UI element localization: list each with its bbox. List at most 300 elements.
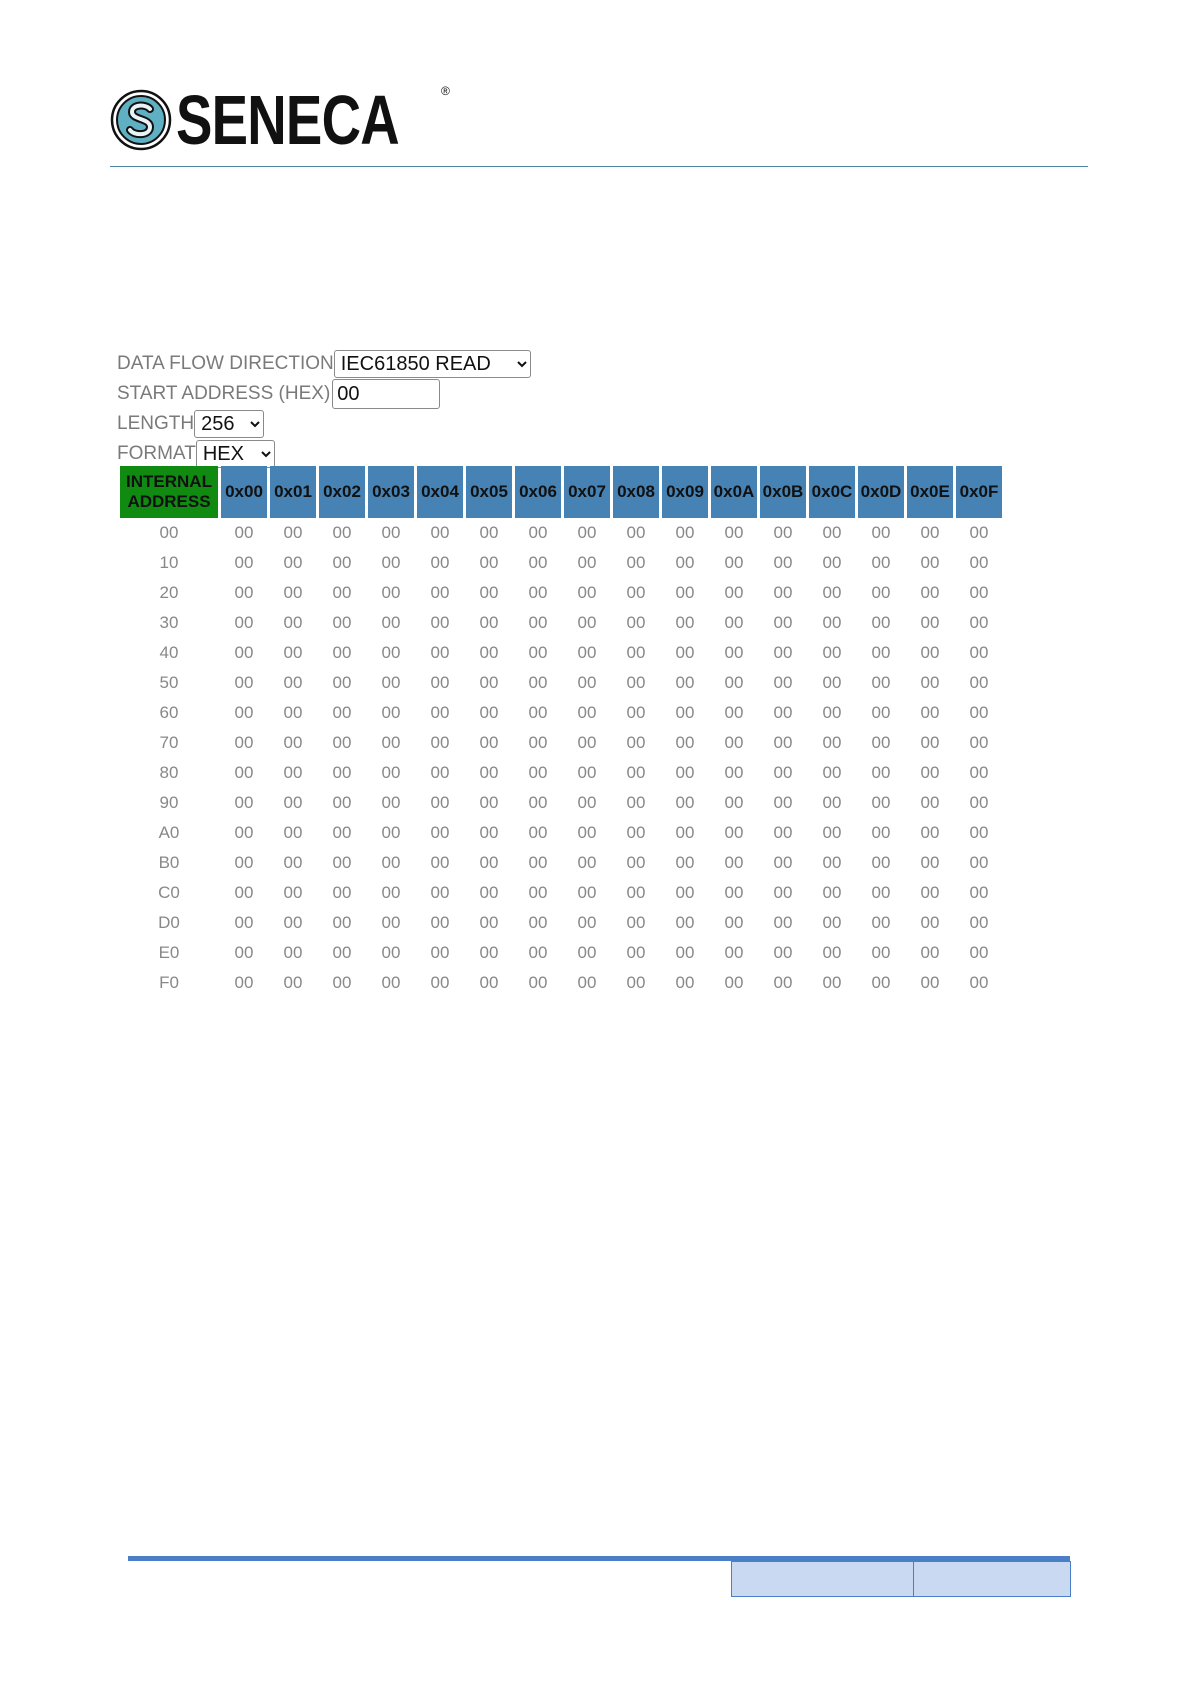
table-cell: 00	[283, 913, 303, 932]
table-cell: 00	[332, 853, 352, 872]
table-cell: 00	[332, 583, 352, 602]
table-cell: 00	[577, 853, 597, 872]
table-cell: 00	[871, 673, 891, 692]
table-row	[120, 788, 1002, 818]
table-cell: 00	[822, 853, 842, 872]
table-cell: 00	[724, 583, 744, 602]
table-cell: 00	[871, 763, 891, 782]
column-header: 0x02	[319, 466, 365, 518]
table-cell: 00	[577, 793, 597, 812]
table-cell: 00	[577, 613, 597, 632]
row-address: 30	[159, 613, 179, 632]
table-cell: 00	[969, 643, 989, 662]
row-address: 00	[159, 523, 179, 542]
table-cell: 00	[577, 913, 597, 932]
table-body	[120, 518, 1002, 998]
table-cell: 00	[675, 973, 695, 992]
table-cell: 00	[283, 613, 303, 632]
table-cell: 00	[479, 913, 499, 932]
table-cell: 00	[234, 583, 254, 602]
table-cell: 00	[479, 703, 499, 722]
length-label: LENGTH	[117, 413, 195, 434]
table-cell: 00	[234, 733, 254, 752]
table-cell: 00	[381, 793, 401, 812]
table-cell: 00	[430, 763, 450, 782]
table-cell: 00	[920, 823, 940, 842]
table-cell: 00	[283, 553, 303, 572]
table-cell: 00	[626, 733, 646, 752]
row-address: C0	[158, 883, 180, 902]
table-cell: 00	[283, 523, 303, 542]
table-cell: 00	[969, 973, 989, 992]
table-cell: 00	[822, 883, 842, 902]
row-address: 20	[159, 583, 179, 602]
table-cell: 00	[773, 883, 793, 902]
table-cell: 00	[234, 943, 254, 962]
table-row	[120, 938, 1002, 968]
table-cell: 00	[528, 733, 548, 752]
config-form	[117, 349, 531, 469]
format-row	[117, 439, 531, 469]
table-cell: 00	[332, 673, 352, 692]
table-row	[120, 818, 1002, 848]
column-header: 0x04	[417, 466, 463, 518]
header-divider	[110, 166, 1088, 167]
table-cell: 00	[430, 583, 450, 602]
table-cell: 00	[283, 973, 303, 992]
table-cell: 00	[822, 793, 842, 812]
table-cell: 00	[969, 763, 989, 782]
table-cell: 00	[675, 853, 695, 872]
table-cell: 00	[577, 733, 597, 752]
row-address: 60	[159, 703, 179, 722]
table-cell: 00	[626, 853, 646, 872]
table-cell: 00	[234, 973, 254, 992]
table-cell: 00	[871, 793, 891, 812]
table-row	[120, 578, 1002, 608]
table-cell: 00	[675, 673, 695, 692]
table-cell: 00	[724, 853, 744, 872]
table-cell: 00	[283, 763, 303, 782]
direction-row	[117, 349, 531, 379]
length-select[interactable]	[194, 410, 264, 438]
table-cell: 00	[724, 613, 744, 632]
table-cell: 00	[626, 763, 646, 782]
table-cell: 00	[479, 823, 499, 842]
row-address: F0	[159, 973, 179, 992]
column-header: 0x0A	[711, 466, 757, 518]
registered-mark: ®	[441, 84, 450, 98]
table-cell: 00	[626, 793, 646, 812]
column-header: 0x0E	[907, 466, 953, 518]
seneca-logo-icon	[110, 89, 172, 151]
table-cell: 00	[822, 553, 842, 572]
table-cell: 00	[822, 703, 842, 722]
table-cell: 00	[724, 943, 744, 962]
table-cell: 00	[920, 553, 940, 572]
table-cell: 00	[822, 583, 842, 602]
table-cell: 00	[724, 913, 744, 932]
table-cell: 00	[283, 793, 303, 812]
table-cell: 00	[528, 673, 548, 692]
table-cell: 00	[920, 703, 940, 722]
table-cell: 00	[528, 643, 548, 662]
table-cell: 00	[577, 973, 597, 992]
table-cell: 00	[234, 613, 254, 632]
table-cell: 00	[430, 523, 450, 542]
table-cell: 00	[283, 883, 303, 902]
table-cell: 00	[871, 943, 891, 962]
table-cell: 00	[675, 523, 695, 542]
table-cell: 00	[920, 523, 940, 542]
table-cell: 00	[577, 583, 597, 602]
table-cell: 00	[969, 613, 989, 632]
table-cell: 00	[920, 763, 940, 782]
column-header: 0x08	[613, 466, 659, 518]
table-cell: 00	[822, 673, 842, 692]
table-cell: 00	[626, 703, 646, 722]
table-cell: 00	[871, 853, 891, 872]
table-cell: 00	[822, 523, 842, 542]
table-row	[120, 878, 1002, 908]
table-cell: 00	[969, 583, 989, 602]
table-cell: 00	[675, 793, 695, 812]
table-cell: 00	[528, 883, 548, 902]
table-cell: 00	[332, 913, 352, 932]
table-cell: 00	[381, 913, 401, 932]
table-cell: 00	[332, 883, 352, 902]
start-address-input[interactable]	[332, 379, 440, 409]
memory-table	[117, 466, 1005, 998]
row-address: D0	[158, 913, 180, 932]
brand-name: SENECA	[176, 81, 399, 159]
table-cell: 00	[724, 763, 744, 782]
table-cell: 00	[381, 583, 401, 602]
table-cell: 00	[479, 673, 499, 692]
table-cell: 00	[234, 523, 254, 542]
table-cell: 00	[773, 703, 793, 722]
table-cell: 00	[381, 883, 401, 902]
table-cell: 00	[675, 883, 695, 902]
table-cell: 00	[381, 523, 401, 542]
table-cell: 00	[577, 883, 597, 902]
table-cell: 00	[724, 643, 744, 662]
table-cell: 00	[479, 523, 499, 542]
table-cell: 00	[822, 943, 842, 962]
footer-box-left	[731, 1561, 915, 1597]
table-row	[120, 638, 1002, 668]
table-cell: 00	[773, 613, 793, 632]
table-cell: 00	[822, 733, 842, 752]
table-cell: 00	[381, 763, 401, 782]
table-cell: 00	[479, 793, 499, 812]
table-cell: 00	[626, 643, 646, 662]
table-cell: 00	[381, 733, 401, 752]
table-cell: 00	[675, 583, 695, 602]
table-cell: 00	[675, 613, 695, 632]
table-row	[120, 758, 1002, 788]
table-cell: 00	[430, 733, 450, 752]
table-cell: 00	[577, 523, 597, 542]
table-cell: 00	[283, 583, 303, 602]
table-cell: 00	[773, 943, 793, 962]
table-cell: 00	[430, 913, 450, 932]
table-cell: 00	[234, 823, 254, 842]
table-cell: 00	[577, 553, 597, 572]
table-cell: 00	[479, 643, 499, 662]
table-cell: 00	[969, 553, 989, 572]
table-cell: 00	[381, 823, 401, 842]
table-cell: 00	[381, 613, 401, 632]
table-cell: 00	[626, 943, 646, 962]
table-cell: 00	[822, 613, 842, 632]
table-cell: 00	[332, 823, 352, 842]
table-cell: 00	[577, 823, 597, 842]
table-cell: 00	[381, 553, 401, 572]
table-cell: 00	[773, 733, 793, 752]
table-cell: 00	[528, 523, 548, 542]
table-cell: 00	[381, 673, 401, 692]
table-cell: 00	[871, 523, 891, 542]
column-header: 0x05	[466, 466, 512, 518]
table-cell: 00	[773, 553, 793, 572]
table-cell: 00	[626, 823, 646, 842]
table-cell: 00	[479, 733, 499, 752]
table-cell: 00	[675, 943, 695, 962]
table-cell: 00	[381, 643, 401, 662]
row-address: 40	[159, 643, 179, 662]
table-row	[120, 548, 1002, 578]
table-cell: 00	[920, 853, 940, 872]
table-cell: 00	[430, 853, 450, 872]
table-cell: 00	[675, 703, 695, 722]
table-cell: 00	[969, 883, 989, 902]
row-address: A0	[158, 823, 180, 842]
table-cell: 00	[822, 913, 842, 932]
table-cell: 00	[920, 943, 940, 962]
table-cell: 00	[871, 823, 891, 842]
column-header: 0x0F	[956, 466, 1002, 518]
table-row	[120, 608, 1002, 638]
table-cell: 00	[920, 643, 940, 662]
table-cell: 00	[871, 613, 891, 632]
table-cell: 00	[920, 613, 940, 632]
table-cell: 00	[920, 793, 940, 812]
table-header-row	[120, 466, 1002, 518]
table-row	[120, 848, 1002, 878]
table-cell: 00	[528, 943, 548, 962]
format-label: FORMAT	[117, 443, 196, 464]
direction-label: DATA FLOW DIRECTION	[117, 353, 334, 374]
table-cell: 00	[234, 703, 254, 722]
table-cell: 00	[528, 793, 548, 812]
table-cell: 00	[283, 673, 303, 692]
table-cell: 00	[283, 643, 303, 662]
table-cell: 00	[283, 943, 303, 962]
table-cell: 00	[871, 973, 891, 992]
table-cell: 00	[430, 973, 450, 992]
table-cell: 00	[675, 733, 695, 752]
internal-address-header-line2: ADDRESS	[127, 492, 211, 511]
table-cell: 00	[430, 793, 450, 812]
table-cell: 00	[332, 553, 352, 572]
table-cell: 00	[577, 703, 597, 722]
table-cell: 00	[577, 943, 597, 962]
table-cell: 00	[528, 703, 548, 722]
table-cell: 00	[332, 733, 352, 752]
table-cell: 00	[430, 553, 450, 572]
table-cell: 00	[724, 973, 744, 992]
table-cell: 00	[332, 643, 352, 662]
column-header: 0x03	[368, 466, 414, 518]
table-cell: 00	[773, 583, 793, 602]
table-cell: 00	[822, 643, 842, 662]
internal-address-header	[120, 466, 218, 518]
table-row	[120, 698, 1002, 728]
table-cell: 00	[969, 793, 989, 812]
table-cell: 00	[528, 763, 548, 782]
table-cell: 00	[479, 883, 499, 902]
table-cell: 00	[773, 913, 793, 932]
table-row	[120, 908, 1002, 938]
table-cell: 00	[773, 643, 793, 662]
column-header: 0x07	[564, 466, 610, 518]
table-cell: 00	[332, 523, 352, 542]
table-cell: 00	[528, 823, 548, 842]
table-cell: 00	[920, 673, 940, 692]
table-cell: 00	[822, 823, 842, 842]
table-cell: 00	[234, 643, 254, 662]
table-cell: 00	[234, 793, 254, 812]
footer-box-right	[913, 1561, 1071, 1597]
table-row	[120, 968, 1002, 998]
table-cell: 00	[626, 583, 646, 602]
start-address-row	[117, 379, 531, 409]
seneca-logo	[110, 81, 462, 159]
table-cell: 00	[871, 913, 891, 932]
table-cell: 00	[626, 523, 646, 542]
table-cell: 00	[871, 733, 891, 752]
table-cell: 00	[773, 973, 793, 992]
table-cell: 00	[871, 553, 891, 572]
table-cell: 00	[430, 883, 450, 902]
table-cell: 00	[430, 943, 450, 962]
table-cell: 00	[381, 703, 401, 722]
table-cell: 00	[234, 913, 254, 932]
table-row	[120, 668, 1002, 698]
row-address: 10	[159, 553, 179, 572]
row-address: E0	[158, 943, 180, 962]
table-cell: 00	[626, 913, 646, 932]
table-cell: 00	[430, 643, 450, 662]
table-cell: 00	[920, 733, 940, 752]
column-header: 0x00	[221, 466, 267, 518]
table-cell: 00	[626, 553, 646, 572]
table-cell: 00	[724, 523, 744, 542]
table-cell: 00	[332, 793, 352, 812]
table-cell: 00	[332, 763, 352, 782]
table-cell: 00	[332, 703, 352, 722]
table-cell: 00	[724, 673, 744, 692]
column-header: 0x01	[270, 466, 316, 518]
table-cell: 00	[724, 823, 744, 842]
table-cell: 00	[283, 823, 303, 842]
table-cell: 00	[969, 523, 989, 542]
table-cell: 00	[920, 973, 940, 992]
table-row	[120, 728, 1002, 758]
table-cell: 00	[626, 883, 646, 902]
table-cell: 00	[234, 763, 254, 782]
table-cell: 00	[332, 943, 352, 962]
table-cell: 00	[234, 853, 254, 872]
table-cell: 00	[479, 973, 499, 992]
table-cell: 00	[773, 523, 793, 542]
table-cell: 00	[577, 763, 597, 782]
table-cell: 00	[871, 583, 891, 602]
table-cell: 00	[479, 583, 499, 602]
table-cell: 00	[430, 613, 450, 632]
direction-select[interactable]	[334, 350, 531, 378]
table-cell: 00	[430, 703, 450, 722]
table-cell: 00	[479, 943, 499, 962]
table-cell: 00	[724, 793, 744, 812]
column-header: 0x0C	[809, 466, 855, 518]
table-cell: 00	[773, 673, 793, 692]
table-cell: 00	[479, 553, 499, 572]
table-cell: 00	[871, 883, 891, 902]
table-cell: 00	[675, 823, 695, 842]
row-address: 90	[159, 793, 179, 812]
table-cell: 00	[430, 673, 450, 692]
table-cell: 00	[528, 853, 548, 872]
table-cell: 00	[626, 973, 646, 992]
table-cell: 00	[871, 703, 891, 722]
table-cell: 00	[969, 943, 989, 962]
table-cell: 00	[969, 673, 989, 692]
table-cell: 00	[234, 553, 254, 572]
column-header: 0x09	[662, 466, 708, 518]
column-header: 0x06	[515, 466, 561, 518]
start-address-label: START ADDRESS (HEX)	[117, 383, 331, 404]
table-cell: 00	[675, 913, 695, 932]
table-cell: 00	[675, 553, 695, 572]
table-cell: 00	[675, 643, 695, 662]
row-address: 50	[159, 673, 179, 692]
table-cell: 00	[528, 613, 548, 632]
table-cell: 00	[234, 883, 254, 902]
table-cell: 00	[969, 853, 989, 872]
table-cell: 00	[332, 613, 352, 632]
table-cell: 00	[969, 823, 989, 842]
table-cell: 00	[724, 733, 744, 752]
table-cell: 00	[773, 853, 793, 872]
table-cell: 00	[528, 973, 548, 992]
table-row	[120, 518, 1002, 548]
table-cell: 00	[283, 733, 303, 752]
column-header: 0x0D	[858, 466, 904, 518]
table-cell: 00	[528, 553, 548, 572]
table-cell: 00	[626, 613, 646, 632]
table-cell: 00	[724, 553, 744, 572]
table-cell: 00	[479, 613, 499, 632]
table-cell: 00	[283, 703, 303, 722]
table-cell: 00	[773, 823, 793, 842]
format-select[interactable]	[196, 440, 275, 468]
table-cell: 00	[920, 913, 940, 932]
table-cell: 00	[528, 913, 548, 932]
table-cell: 00	[528, 583, 548, 602]
table-cell: 00	[283, 853, 303, 872]
